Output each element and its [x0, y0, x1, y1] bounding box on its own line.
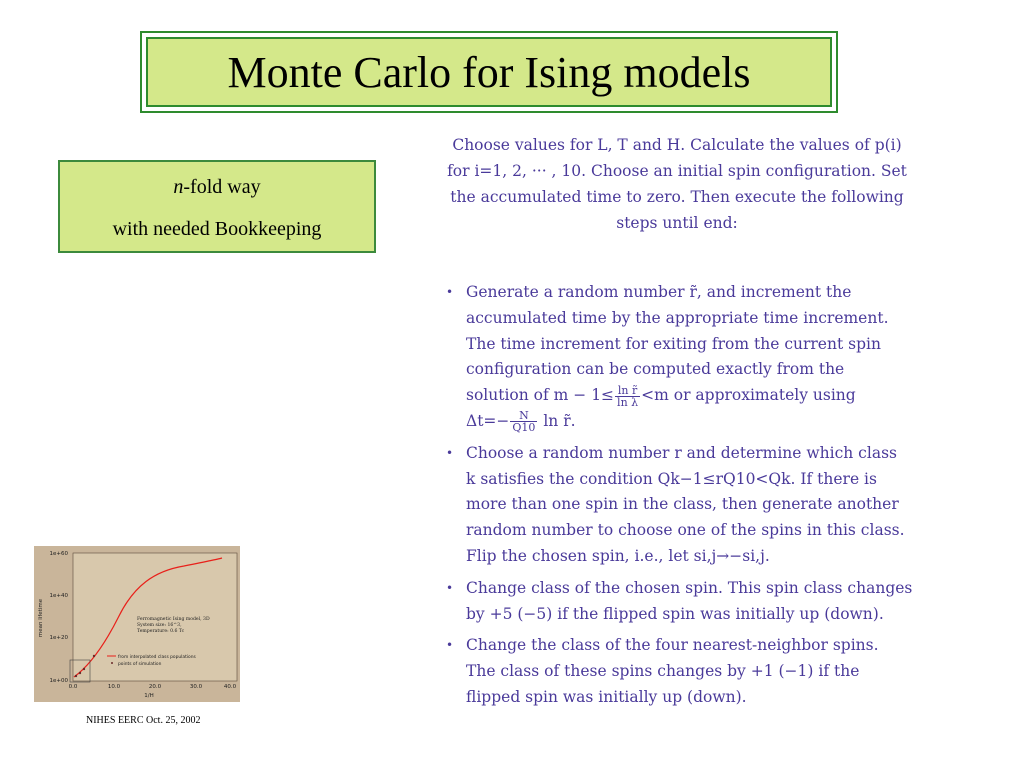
nfold-n: n: [173, 176, 184, 198]
bullet-line: random number to choose one of the spins in this class.: [466, 521, 905, 540]
list-item: [442, 633, 922, 710]
nfold-line1: [60, 176, 374, 198]
intro-line: for i=1, 2, ··· , 10. Choose an initial spin configuration. Set: [447, 162, 907, 180]
x-tick-label: 30.0: [189, 684, 203, 690]
bullet-line: [466, 383, 922, 409]
y-tick-label: 1e+40: [49, 593, 68, 599]
bullet-line: configuration can be computed exactly from the: [466, 360, 845, 379]
inset-chart-svg: [34, 546, 240, 702]
bullet-line: flipped spin was initially up (down).: [466, 687, 747, 706]
legend-entry: from interpolated class populations: [118, 655, 196, 660]
intro-paragraph: [432, 132, 922, 236]
bullet-icon: •: [446, 285, 454, 299]
nfold-rest: -fold way: [183, 176, 261, 198]
fraction-numerator: N: [510, 410, 537, 422]
nfold-box: [58, 160, 376, 253]
bullet-line: Change class of the chosen spin. This spin class changes: [466, 578, 913, 597]
fraction: [510, 410, 537, 433]
bullet-line: The class of these spins changes by +1 (−1) if the: [466, 662, 860, 681]
formula-text: Δt=−: [466, 411, 510, 430]
bullet-line: Choose a random number r and determine which class: [466, 443, 897, 462]
data-point: [75, 675, 77, 677]
formula-text: solution of m − 1≤: [466, 386, 615, 405]
inset-chart-image: [34, 546, 240, 702]
bullet-line: The time increment for exiting from the current spin: [466, 334, 881, 353]
title-frame: [140, 31, 838, 113]
legend-marker: [111, 662, 113, 664]
data-point: [93, 655, 95, 657]
chart-annotation: System size: 16^3,: [137, 623, 182, 628]
footer-text: NIHES EERC Oct. 25, 2002: [86, 715, 201, 726]
bullet-icon: •: [446, 445, 454, 460]
data-point: [79, 672, 81, 674]
y-tick-label: 1e+20: [49, 635, 68, 641]
bullet-line: more than one spin in the class, then generate another: [466, 495, 899, 514]
bullet-line: Change the class of the four nearest-neighbor spins.: [466, 636, 879, 655]
slide-title: Monte Carlo for Ising models: [227, 47, 751, 97]
bullet-line: k satisfies the condition Qk−1≤rQ10<Qk. If there is: [466, 469, 877, 488]
list-item: [442, 576, 922, 628]
bullet-icon: •: [446, 580, 454, 595]
fraction-denominator: Q10: [512, 421, 536, 435]
title-box: [146, 37, 832, 107]
bullet-line: Generate a random number r̃, and increment the: [466, 283, 852, 301]
x-tick-label: 0.0: [68, 684, 78, 690]
intro-line: the accumulated time to zero. Then execute the following: [450, 188, 904, 206]
chart-annotation: Temperature: 0.6 Tc: [137, 629, 185, 634]
intro-line: Choose values for L, T and H. Calculate the values of p(i): [452, 136, 902, 154]
bullet-line: accumulated time by the appropriate time increment.: [466, 308, 889, 327]
algorithm-text-panel: [432, 132, 928, 728]
y-tick-label: 1e+00: [49, 678, 68, 684]
steps-list: [442, 280, 922, 717]
bullet-line: by +5 (−5) if the flipped spin was initially up (down).: [466, 604, 884, 623]
legend-entry: points of simulation: [118, 662, 162, 667]
formula-text: <m or approximately using: [641, 386, 856, 405]
bullet-icon: •: [446, 638, 454, 653]
fraction-numerator: ln r̃: [615, 385, 640, 397]
list-item: [442, 280, 922, 435]
fraction: [615, 385, 640, 408]
list-item: [442, 441, 922, 570]
x-tick-label: 40.0: [223, 684, 237, 690]
chart-annotation: Ferromagnetic Ising model, 3D: [137, 617, 210, 622]
nfold-line2: with needed Bookkeeping: [112, 218, 322, 240]
formula-text: ln r̃.: [538, 411, 576, 430]
intro-line: steps until end:: [616, 214, 738, 232]
x-tick-label: 10.0: [107, 684, 121, 690]
x-tick-label: 20.0: [148, 684, 162, 690]
y-tick-label: 1e+60: [49, 551, 68, 557]
x-axis-label: 1/H: [144, 693, 154, 699]
bullet-line: [466, 409, 922, 435]
y-axis-label: mean lifetime: [38, 598, 44, 638]
bullet-line: Flip the chosen spin, i.e., let si,j→−si,j.: [466, 546, 770, 565]
data-point: [83, 668, 85, 670]
fraction-denominator: ln λ: [617, 395, 639, 409]
